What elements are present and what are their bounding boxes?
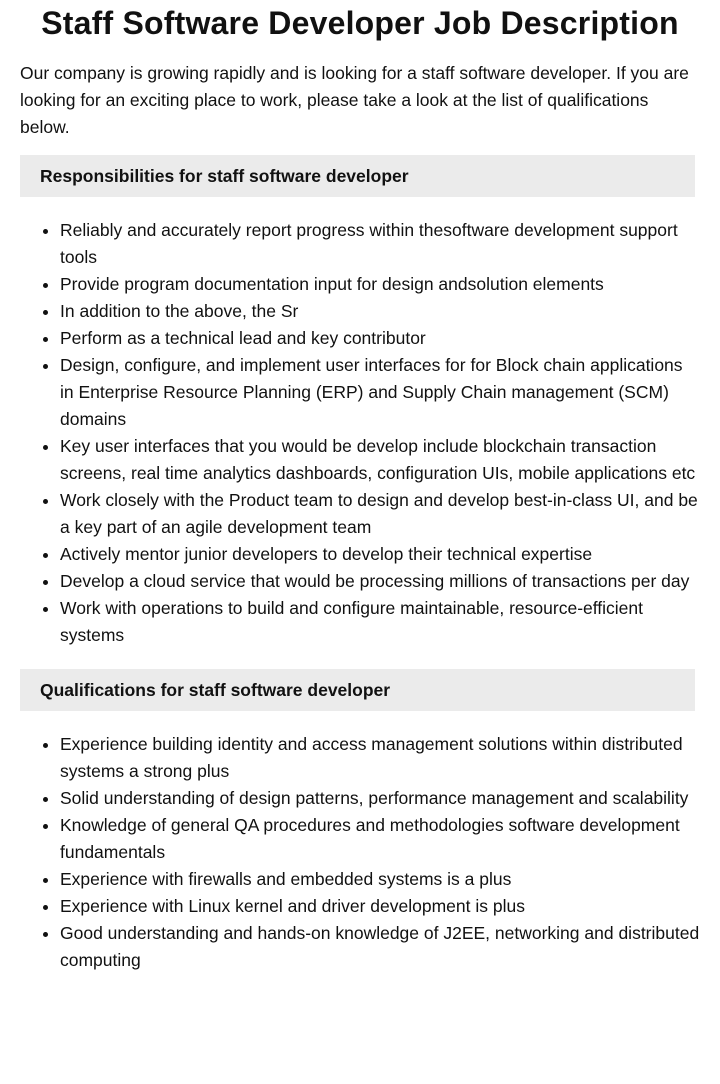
- list-item: • Work closely with the Product team to design and develop best-in-class UI, and be a key part of an agile development team: [60, 487, 700, 541]
- list-item: • Perform as a technical lead and key contributor: [60, 325, 700, 352]
- list-item: • Actively mentor junior developers to develop their technical expertise: [60, 541, 700, 568]
- list-item: • Experience building identity and access management solutions within distributed systems a strong plus: [60, 731, 700, 785]
- list-item: • Work with operations to build and configure maintainable, resource-efficient systems: [60, 595, 700, 649]
- list-item: • Provide program documentation input for design andsolution elements: [60, 271, 700, 298]
- qualifications-section: [0, 669, 720, 974]
- list-item: • Knowledge of general QA procedures and methodologies software development fundamentals: [60, 812, 700, 866]
- intro-paragraph: Our company is growing rapidly and is looking for a staff software developer. If you are looking for an exciting place to work, please take a look at the list of qualifications below.: [20, 63, 689, 137]
- list-item: • Solid understanding of design patterns, performance management and scalability: [60, 785, 700, 812]
- list-item: • Experience with firewalls and embedded systems is a plus: [60, 866, 700, 893]
- page-title: Staff Software Developer Job Description: [41, 5, 679, 41]
- list-item: • Experience with Linux kernel and driver development is plus: [60, 893, 700, 920]
- section-heading: Responsibilities for staff software developer: [20, 155, 695, 197]
- list-item: • In addition to the above, the Sr: [60, 298, 700, 325]
- list-item: • Design, configure, and implement user interfaces for for Block chain applications in Enterprise Resource Planning (ERP) and Supply Chain management (SCM) domains: [60, 352, 700, 433]
- qualifications-list: [0, 731, 700, 974]
- list-item: • Key user interfaces that you would be develop include blockchain transaction screens, real time analytics dashboards, configuration UIs, mobile applications etc: [60, 433, 700, 487]
- list-item: • Good understanding and hands-on knowledge of J2EE, networking and distributed computing: [60, 920, 700, 974]
- list-item: • Develop a cloud service that would be processing millions of transactions per day: [60, 568, 700, 595]
- section-heading: Qualifications for staff software developer: [20, 669, 695, 711]
- list-item: • Reliably and accurately report progress within thesoftware development support tools: [60, 217, 700, 271]
- responsibilities-list: [0, 217, 700, 649]
- responsibilities-section: [0, 155, 720, 649]
